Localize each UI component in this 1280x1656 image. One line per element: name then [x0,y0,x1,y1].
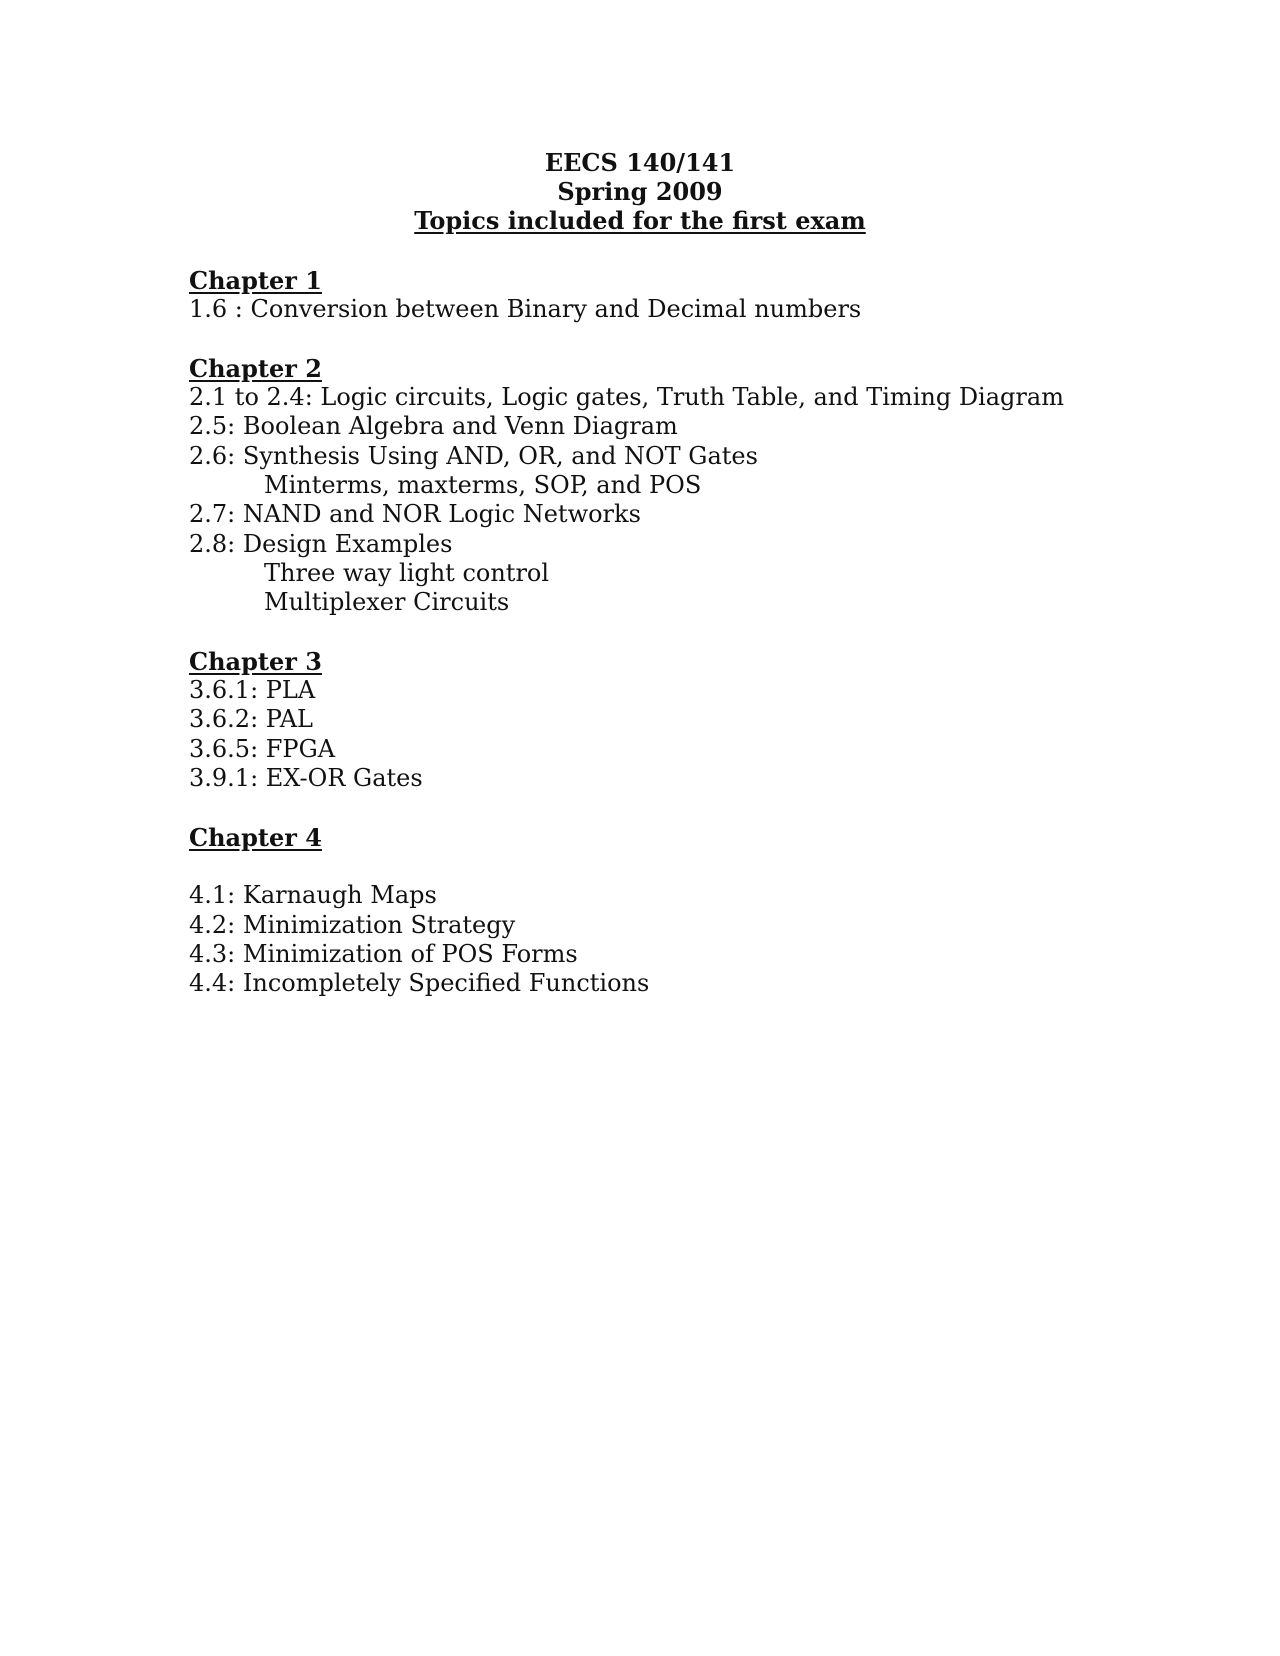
term-title: Spring 2009 [557,177,723,206]
topic-subitem: Minterms, maxterms, SOP, and POS [264,471,702,500]
document-subtitle: Topics included for the first exam [414,206,866,235]
topic-item: 3.6.2: PAL [189,705,313,734]
topic-item: 2.8: Design Examples [189,529,453,558]
chapter-2-section [189,354,1089,618]
topic-item: 1.6 : Conversion between Binary and Decimal numbers [189,295,862,324]
topic-item: 4.3: Minimization of POS Forms [189,939,578,968]
topic-item: 2.5: Boolean Algebra and Venn Diagram [189,412,678,441]
chapter-2-title: Chapter 2 [189,353,322,383]
chapter-1-section [189,266,1089,325]
topic-item: 3.6.1: PLA [189,676,316,705]
topic-item: 3.6.5: FPGA [189,734,336,763]
chapter-1-title: Chapter 1 [189,266,322,295]
topic-item: 4.1: Karnaugh Maps [189,881,437,910]
topic-item: 2.1 to 2.4: Logic circuits, Logic gates, Truth Table, and Timing Diagram [189,383,1064,412]
topic-item: 3.9.1: EX-OR Gates [189,764,423,793]
topics-list [189,266,1089,998]
chapter-4-section [189,823,1089,999]
course-title: EECS 140/141 [544,148,736,177]
topic-item: 4.4: Incompletely Specified Functions [189,969,650,998]
chapter-4-title: Chapter 4 [189,822,322,852]
topic-subitem: Three way light control [264,558,550,587]
chapter-3-section [189,647,1089,793]
chapter-3-title: Chapter 3 [189,646,322,676]
topic-subitem: Multiplexer Circuits [264,588,510,617]
blank-line [189,852,1089,881]
topic-item: 2.7: NAND and NOR Logic Networks [189,500,641,529]
topic-item: 4.2: Minimization Strategy [189,910,516,939]
document-header [0,148,1280,235]
topic-item: 2.6: Synthesis Using AND, OR, and NOT Gates [189,441,758,470]
